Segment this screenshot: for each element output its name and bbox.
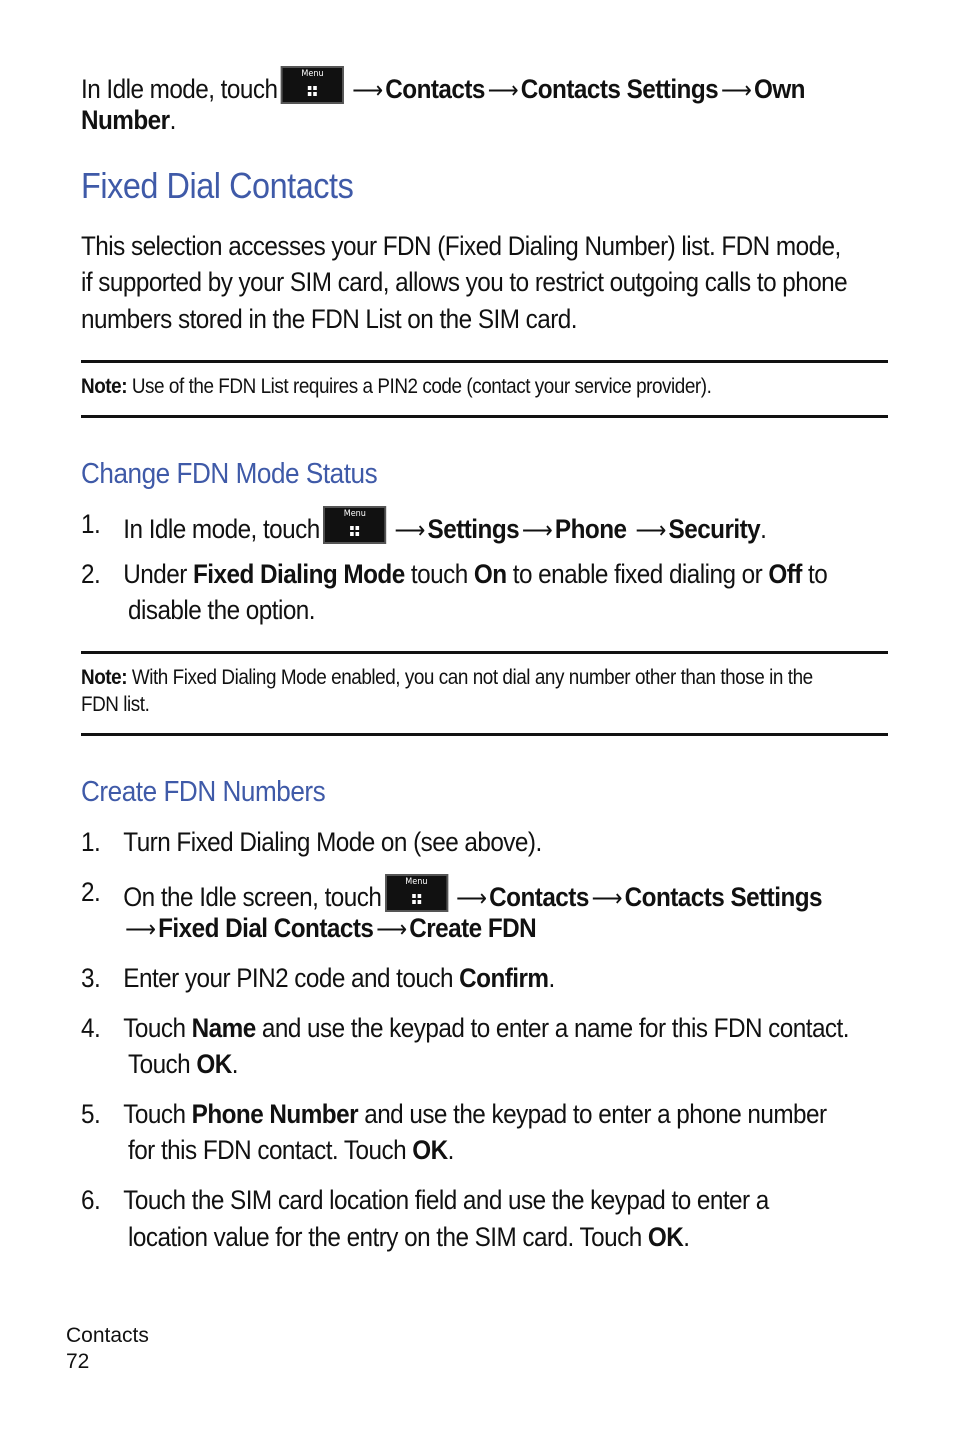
menu-key-label: Menu	[405, 877, 428, 887]
step-number: 1.	[81, 827, 101, 857]
step-period: .	[683, 1222, 690, 1252]
note-label: Note:	[81, 666, 128, 689]
arrow-right-icon: ⟶	[487, 76, 519, 104]
arrow-right-icon: ⟶	[635, 516, 666, 544]
section-title: Fixed Dial Contacts	[81, 165, 354, 206]
path-fixed-dial-contacts: Fixed Dial Contacts	[158, 913, 374, 943]
text-run: and use the keypad to enter a phone number	[358, 1099, 827, 1129]
footer-section-name: Contacts	[66, 1324, 149, 1347]
note-text: With Fixed Dialing Mode enabled, you can not dial any number other than those in the	[127, 666, 813, 689]
description-line-1: This selection accesses your FDN (Fixed Dialing Number) list. FDN mode,	[81, 231, 841, 261]
term-on: On	[473, 559, 507, 589]
path-phone: Phone	[554, 514, 627, 544]
text-run: touch	[404, 559, 474, 589]
term-name: Name	[191, 1013, 256, 1043]
intro-path-own: Own	[753, 74, 805, 104]
term-fixed-dialing-mode: Fixed Dialing Mode	[193, 559, 405, 589]
arrow-right-icon: ⟶	[521, 516, 553, 544]
intro-period: .	[169, 105, 176, 135]
text-run: Touch	[128, 1049, 197, 1079]
note-rule-bottom	[81, 415, 888, 418]
arrow-right-icon: ⟶	[394, 516, 425, 544]
step-content	[123, 960, 554, 996]
path-settings: Settings	[427, 514, 520, 544]
note-fdn-pin2	[81, 373, 711, 400]
text-run: location value for the entry on the SIM card. Touch	[128, 1222, 648, 1252]
path-contacts-settings: Contacts Settings	[624, 882, 823, 912]
note-label: Note:	[81, 375, 128, 398]
step-period: .	[447, 1135, 454, 1165]
arrow-right-icon: ⟶	[456, 884, 487, 912]
text-run: Touch	[123, 1099, 192, 1129]
create-step-5-line2	[128, 1132, 454, 1168]
step-lead: In Idle mode, touch	[123, 514, 320, 544]
subsection-title-create-fdn: Create FDN Numbers	[81, 776, 326, 808]
text-run: Enter your PIN2 code and touch	[123, 963, 460, 993]
intro-paragraph	[81, 66, 805, 108]
path-contacts: Contacts	[489, 882, 589, 912]
term-confirm: Confirm	[459, 963, 549, 993]
step-content: Touch the SIM card location field and use the keypad to enter a	[123, 1185, 769, 1215]
grid-icon	[308, 86, 317, 96]
step-lead: On the Idle screen, touch	[123, 882, 382, 912]
create-step-6-line2	[128, 1219, 689, 1255]
path-security: Security	[668, 514, 761, 544]
step-content	[123, 506, 766, 548]
step-period: .	[548, 963, 555, 993]
change-step-2-line2: disable the option.	[128, 595, 315, 625]
note-text: Use of the FDN List requires a PIN2 code (contact your service provider).	[127, 375, 712, 398]
text-run: and use the keypad to enter a name for this FDN contact.	[255, 1013, 849, 1043]
note-rule-top	[81, 360, 888, 363]
intro-path-contacts-settings: Contacts Settings	[520, 74, 719, 104]
menu-key-icon	[385, 874, 448, 912]
menu-key-label: Menu	[343, 509, 366, 519]
step-number: 4.	[81, 1013, 101, 1043]
step-number: 6.	[81, 1185, 101, 1215]
step-period: .	[760, 514, 767, 544]
text-run: to enable fixed dialing or	[506, 559, 769, 589]
description-line-3: numbers stored in the FDN List on the SIM card.	[81, 304, 577, 334]
arrow-right-icon: ⟶	[591, 884, 622, 912]
intro-lead: In Idle mode, touch	[81, 74, 278, 104]
intro-path-number: Number	[81, 105, 170, 135]
note-fixed-dialing	[81, 664, 813, 691]
intro-path-contacts: Contacts	[385, 74, 485, 104]
menu-key-icon	[323, 506, 386, 544]
step-number: 3.	[81, 963, 101, 993]
term-off: Off	[768, 559, 802, 589]
text-run: to	[801, 559, 828, 589]
step-number: 2.	[81, 877, 101, 907]
note-rule-bottom	[81, 733, 888, 736]
text-run: Touch	[123, 1013, 192, 1043]
footer-page-number: 72	[66, 1350, 90, 1373]
create-step-2-line2	[125, 910, 536, 947]
step-content: Turn Fixed Dialing Mode on (see above).	[123, 827, 542, 857]
intro-paragraph-line2	[81, 102, 176, 138]
term-phone-number: Phone Number	[191, 1099, 359, 1129]
menu-key-label: Menu	[301, 69, 324, 79]
arrow-right-icon: ⟶	[720, 76, 752, 104]
menu-key-icon	[281, 66, 344, 104]
step-number: 1.	[81, 509, 101, 539]
term-ok: OK	[647, 1222, 684, 1252]
grid-icon	[412, 894, 421, 904]
note-fixed-dialing-line2: FDN list.	[81, 693, 150, 716]
text-run: Under	[123, 559, 194, 589]
term-ok: OK	[412, 1135, 448, 1165]
step-number: 2.	[81, 559, 101, 589]
text-run: for this FDN contact. Touch	[128, 1135, 413, 1165]
path-create-fdn: Create FDN	[409, 913, 537, 943]
description-line-2: if supported by your SIM card, allows you to restrict outgoing calls to phone	[81, 267, 848, 297]
create-step-4-line2	[128, 1046, 238, 1082]
term-ok: OK	[196, 1049, 232, 1079]
step-content	[123, 1010, 849, 1046]
arrow-right-icon: ⟶	[125, 915, 156, 943]
arrow-right-icon: ⟶	[352, 76, 383, 104]
grid-icon	[350, 526, 359, 536]
step-period: .	[231, 1049, 238, 1079]
note-rule-top	[81, 651, 888, 654]
subsection-title-change-fdn: Change FDN Mode Status	[81, 458, 378, 490]
step-content	[123, 556, 827, 592]
arrow-right-icon: ⟶	[376, 915, 407, 943]
step-number: 5.	[81, 1099, 101, 1129]
step-content	[123, 1096, 826, 1132]
